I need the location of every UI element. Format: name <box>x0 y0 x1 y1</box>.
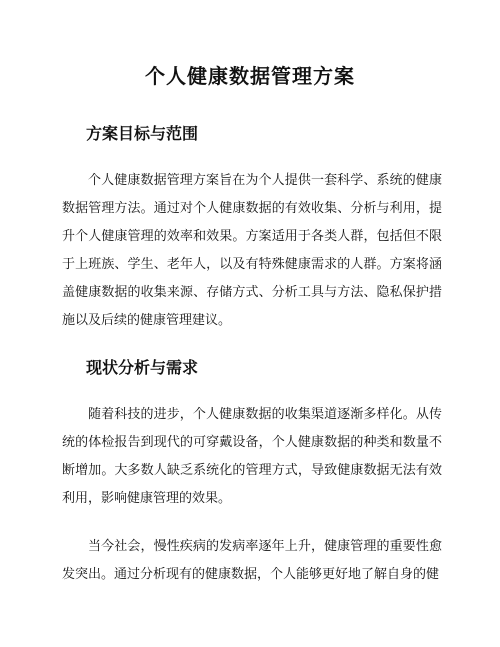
section-heading-goals: 方案目标与范围 <box>86 124 199 143</box>
paragraph-analysis-2: 当今社会，慢性疾病的发病率逐年上升，健康管理的重要性愈发突出。通过分析现有的健康数据，个人能够更好地了解自身的健 <box>62 539 442 582</box>
paragraph-goals: 个人健康数据管理方案旨在为个人提供一套科学、系统的健康数据管理方法。通过对个人健康数据的有效收集、分析与利用，提升个人健康管理的效率和效果。方案适用于各类人群，包括但不限于上班族、学生、老年人，以及有特殊健康需求的人群。方案将涵盖健康数据的收集来源、存储方式、分析工具与方法、隐私保护措施以及后续的健康管理建议。 <box>62 173 442 328</box>
section-heading-analysis: 现状分析与需求 <box>86 358 199 377</box>
paragraph-analysis-1: 随着科技的进步，个人健康数据的收集渠道逐渐多样化。从传统的体检报告到现代的可穿戴设备，个人健康数据的种类和数量不断增加。大多数人缺乏系统化的管理方式，导致健康数据无法有效利用，影响健康管理的效果。 <box>62 407 442 506</box>
document-title: 个人健康数据管理方案 <box>145 64 355 88</box>
